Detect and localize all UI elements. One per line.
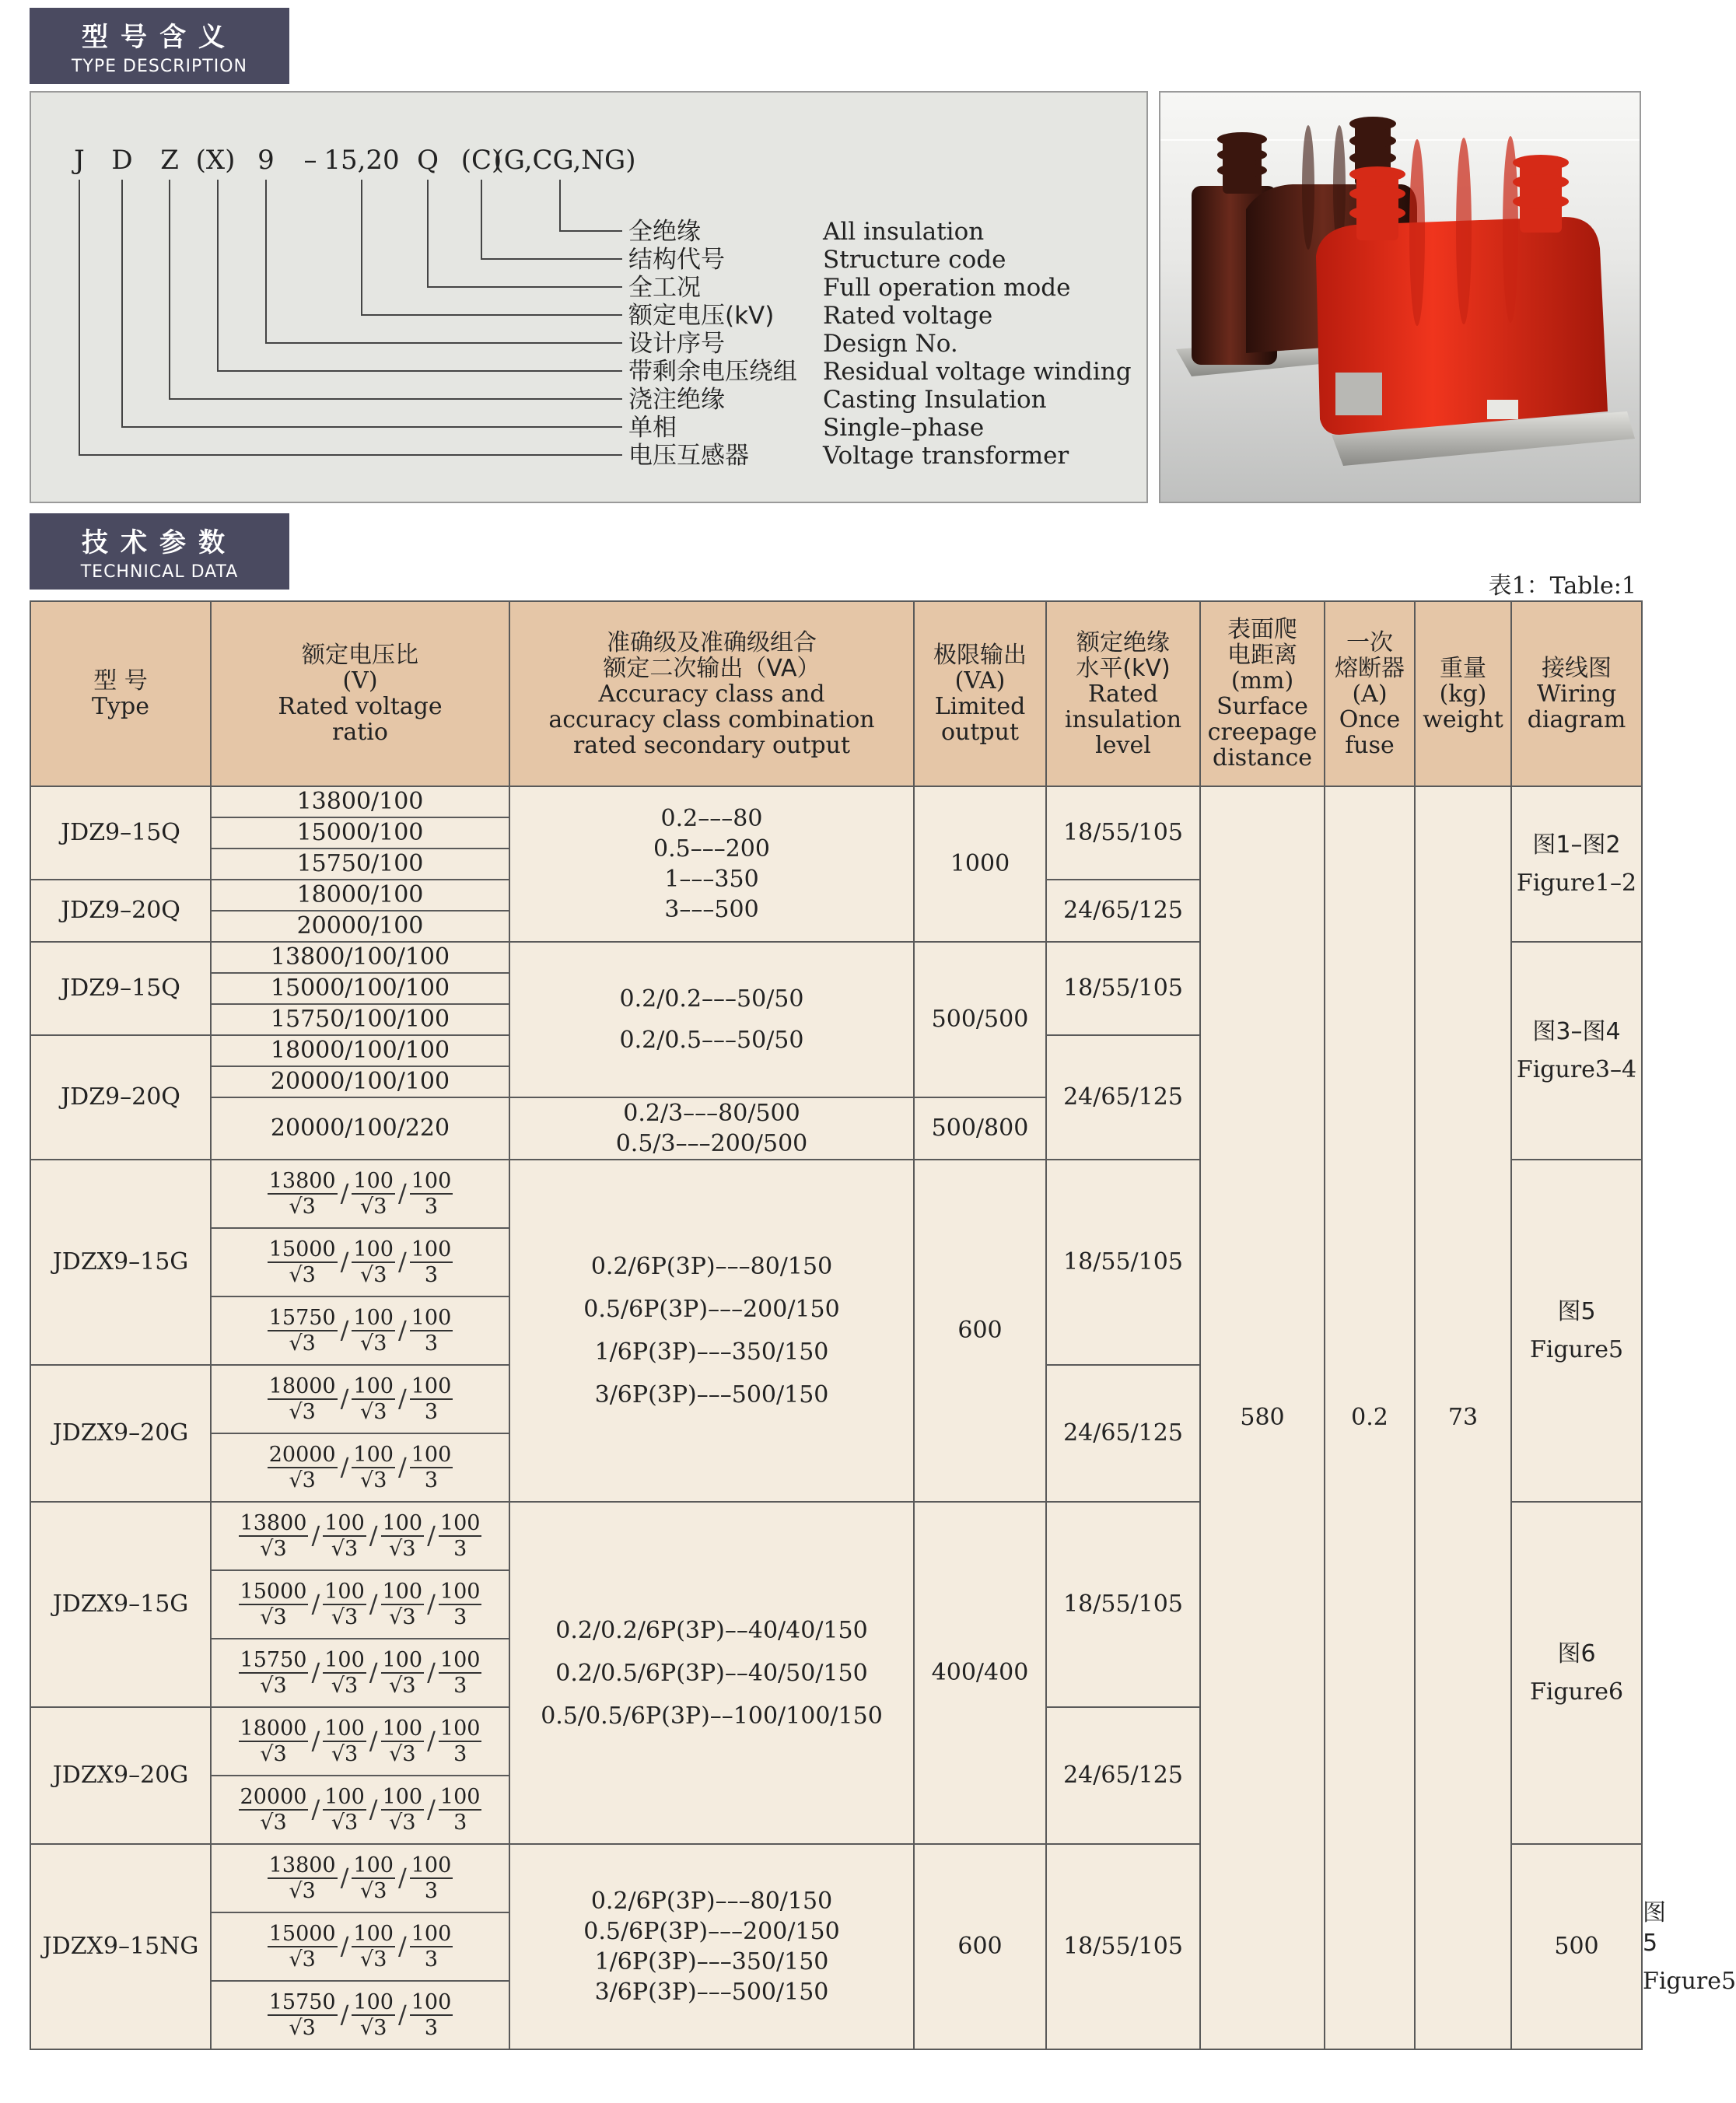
insulation-cell: 18/55/105 <box>1046 1844 1200 2049</box>
meaning-label-zh: 带剩余电压绕组 <box>628 358 797 386</box>
ratio-cell: 20000/100/220 <box>211 1097 509 1160</box>
column-header: 准确级及准确级组合 额定二次输出（VA） Accuracy class and accuracy class combination rated secondary output <box>509 601 914 786</box>
table-header-row <box>30 601 1642 786</box>
meaning-label-zh: 浇注绝缘 <box>628 386 725 414</box>
meaning-label-en: Residual voltage winding <box>823 358 1132 386</box>
accuracy-cell: 0.2/0.2/6P(3P)––40/40/150 0.2/0.5/6P(3P)––40/50/150 0.5/0.5/6P(3P)––100/100/150 <box>509 1502 914 1844</box>
transformer-illustration <box>1160 93 1640 502</box>
table-number: 表1：Table:1 <box>1488 572 1636 600</box>
ratio-cell: 18000 √3 / 100 √3 / 100 3 <box>211 1365 509 1433</box>
ratio-cell: 15750 √3 / 100 √3 / 100 √3 / 100 3 <box>211 1639 509 1707</box>
model-code-letter: D <box>111 145 133 176</box>
meaning-label-en: Voltage transformer <box>823 442 1069 470</box>
column-header: 表面爬 电距离 (mm) Surface creepage distance <box>1200 601 1325 786</box>
ratio-cell: 15000/100/100 <box>211 973 509 1004</box>
ratio-cell: 13800 √3 / 100 √3 / 100 √3 / 100 3 <box>211 1502 509 1570</box>
type-description-header <box>30 8 289 84</box>
column-header: 额定绝缘 水平(kV) Rated insulation level <box>1046 601 1200 786</box>
table-body <box>30 786 1736 2049</box>
model-code-panel <box>30 91 1148 503</box>
insulation-cell: 24/65/125 <box>1046 1365 1200 1502</box>
limited-output-cell: 400/400 <box>914 1502 1046 1844</box>
insulation-cell: 18/55/105 <box>1046 1502 1200 1707</box>
wiring-diagram-cell: 图6 Figure6 <box>1511 1502 1642 1844</box>
type-description-title-zh: 型号含义 <box>82 22 237 53</box>
limited-output-cell: 500/800 <box>914 1097 1046 1160</box>
insulation-cell: 24/65/125 <box>1046 880 1200 942</box>
ratio-cell: 15000/100 <box>211 817 509 849</box>
ratio-cell: 20000 √3 / 100 √3 / 100 3 <box>211 1433 509 1502</box>
meaning-label-en: Casting Insulation <box>823 386 1047 414</box>
weight-cell: 73 <box>1415 786 1511 2049</box>
type-description-title-en: TYPE DESCRIPTION <box>72 57 247 76</box>
meaning-label-en: Full operation mode <box>823 274 1071 302</box>
ratio-cell: 15750 √3 / 100 √3 / 100 3 <box>211 1981 509 2049</box>
model-code-letter: (G,CG,NG) <box>493 145 636 176</box>
ratio-cell: 13800/100/100 <box>211 942 509 973</box>
model-code-letter: 15,20 <box>324 145 400 176</box>
type-cell: JDZ9–20Q <box>30 880 211 942</box>
table-row <box>30 786 1642 817</box>
ratio-cell: 20000 √3 / 100 √3 / 100 √3 / 100 3 <box>211 1776 509 1844</box>
model-code-leader-line <box>560 180 622 231</box>
meaning-label-en: Structure code <box>823 246 1006 274</box>
meaning-label-zh: 设计序号 <box>628 330 725 358</box>
technical-data-title-zh: 技术参数 <box>82 527 237 558</box>
type-cell: JDZ9–20Q <box>30 1035 211 1160</box>
accuracy-cell: 0.2/6P(3P)–––80/150 0.5/6P(3P)–––200/150 1/6P(3P)–––350/150 3/6P(3P)–––500/150 <box>509 1844 914 2049</box>
meaning-label-zh: 全绝缘 <box>628 218 701 246</box>
ratio-cell: 18000/100 <box>211 880 509 911</box>
creepage-cell: 500 <box>1511 1844 1642 2049</box>
model-code-leader-line <box>170 180 622 399</box>
model-code-leader-line <box>481 180 622 259</box>
column-header: 极限输出 (VA) Limited output <box>914 601 1046 786</box>
limited-output-cell: 600 <box>914 1844 1046 2049</box>
ratio-cell: 15750/100 <box>211 849 509 880</box>
type-cell: JDZ9–15Q <box>30 942 211 1035</box>
insulation-cell: 18/55/105 <box>1046 942 1200 1035</box>
technical-data-table <box>30 600 1736 2050</box>
model-code-letter: – <box>303 145 317 176</box>
type-cell: JDZ9–15Q <box>30 786 211 880</box>
type-cell: JDZX9–15NG <box>30 1844 211 2049</box>
model-code-leader-line <box>428 180 622 287</box>
type-cell: JDZX9–15G <box>30 1502 211 1707</box>
type-cell: JDZX9–20G <box>30 1707 211 1844</box>
ratio-cell: 15000 √3 / 100 √3 / 100 3 <box>211 1228 509 1296</box>
technical-data-header <box>30 513 289 590</box>
ratio-cell: 15750 √3 / 100 √3 / 100 3 <box>211 1296 509 1365</box>
accuracy-cell: 0.2/3–––80/500 0.5/3–––200/500 <box>509 1097 914 1160</box>
meaning-label-en: Design No. <box>823 330 958 358</box>
meaning-label-zh: 全工况 <box>628 274 701 302</box>
limited-output-cell: 1000 <box>914 786 1046 942</box>
ratio-cell: 18000/100/100 <box>211 1035 509 1066</box>
model-code-leader-line <box>79 180 622 455</box>
ratio-cell: 15750/100/100 <box>211 1004 509 1035</box>
column-header: 接线图 Wiring diagram <box>1511 601 1642 786</box>
limited-output-cell: 600 <box>914 1160 1046 1502</box>
type-cell: JDZX9–20G <box>30 1365 211 1502</box>
ratio-cell: 13800 √3 / 100 √3 / 100 3 <box>211 1160 509 1228</box>
product-photo <box>1159 91 1641 503</box>
meaning-label-zh: 单相 <box>628 414 677 442</box>
ratio-cell: 20000/100/100 <box>211 1066 509 1097</box>
ratio-cell: 15000 √3 / 100 √3 / 100 √3 / 100 3 <box>211 1570 509 1639</box>
fuse-cell: 0.2 <box>1325 786 1415 2049</box>
column-header: 型 号 Type <box>30 601 211 786</box>
column-header: 额定电压比 (V) Rated voltage ratio <box>211 601 509 786</box>
ratio-cell: 13800/100 <box>211 786 509 817</box>
model-code-leader-line <box>362 180 622 315</box>
meaning-label-en: All insulation <box>823 218 985 246</box>
insulation-cell: 24/65/125 <box>1046 1707 1200 1844</box>
insulation-cell: 18/55/105 <box>1046 786 1200 880</box>
meaning-label-en: Rated voltage <box>823 302 993 330</box>
limited-output-cell: 500/500 <box>914 942 1046 1097</box>
technical-data-title-en: TECHNICAL DATA <box>80 562 239 582</box>
model-code-letter: J <box>74 145 85 176</box>
column-header: 重量 (kg) weight <box>1415 601 1511 786</box>
wiring-diagram-cell: 图3–图4 Figure3–4 <box>1511 942 1642 1160</box>
model-code-letter: (X) <box>195 145 236 176</box>
creepage-cell: 580 <box>1200 786 1325 2049</box>
model-code-letter: Z <box>160 145 179 176</box>
wiring-diagram-cell: 图1–图2 Figure1–2 <box>1511 786 1642 942</box>
insulation-cell: 18/55/105 <box>1046 1160 1200 1365</box>
column-header: 一次 熔断器 (A) Once fuse <box>1325 601 1415 786</box>
ratio-cell: 13800 √3 / 100 √3 / 100 3 <box>211 1844 509 1912</box>
meaning-label-zh: 电压互感器 <box>628 442 749 470</box>
accuracy-cell: 0.2–––80 0.5–––200 1–––350 3–––500 <box>509 786 914 942</box>
meaning-label-zh: 结构代号 <box>628 246 725 274</box>
meaning-label-zh: 额定电压(kV) <box>628 302 775 330</box>
model-code-letter: 9 <box>257 145 275 176</box>
ratio-cell: 18000 √3 / 100 √3 / 100 √3 / 100 3 <box>211 1707 509 1776</box>
accuracy-cell: 0.2/0.2–––50/50 0.2/0.5–––50/50 <box>509 942 914 1097</box>
accuracy-cell: 0.2/6P(3P)–––80/150 0.5/6P(3P)–––200/150 1/6P(3P)–––350/150 3/6P(3P)–––500/150 <box>509 1160 914 1502</box>
model-code-leader-line <box>122 180 622 427</box>
meaning-label-en: Single–phase <box>823 414 985 442</box>
type-cell: JDZX9–15G <box>30 1160 211 1365</box>
table-row: JDZX9–15NG 13800 √3 / 100 √3 / 100 3 0.2/6P(3P)–––80/150 0.5/6P(3P)–––200/150 1/6P(3P)–––350/150 3/6P(3P)–––500/150 600 18/55/105 500 图5 Figure5 <box>30 1844 1642 1912</box>
wiring-diagram-cell: 图5 Figure5 <box>1511 1160 1642 1502</box>
ratio-cell: 20000/100 <box>211 911 509 942</box>
model-code-leader-line <box>266 180 622 343</box>
ratio-cell: 15000 √3 / 100 √3 / 100 3 <box>211 1912 509 1981</box>
model-code-diagram <box>31 93 1146 502</box>
insulation-cell: 24/65/125 <box>1046 1035 1200 1160</box>
model-code-letter: (C) <box>460 145 502 176</box>
model-code-letter: Q <box>417 145 439 176</box>
